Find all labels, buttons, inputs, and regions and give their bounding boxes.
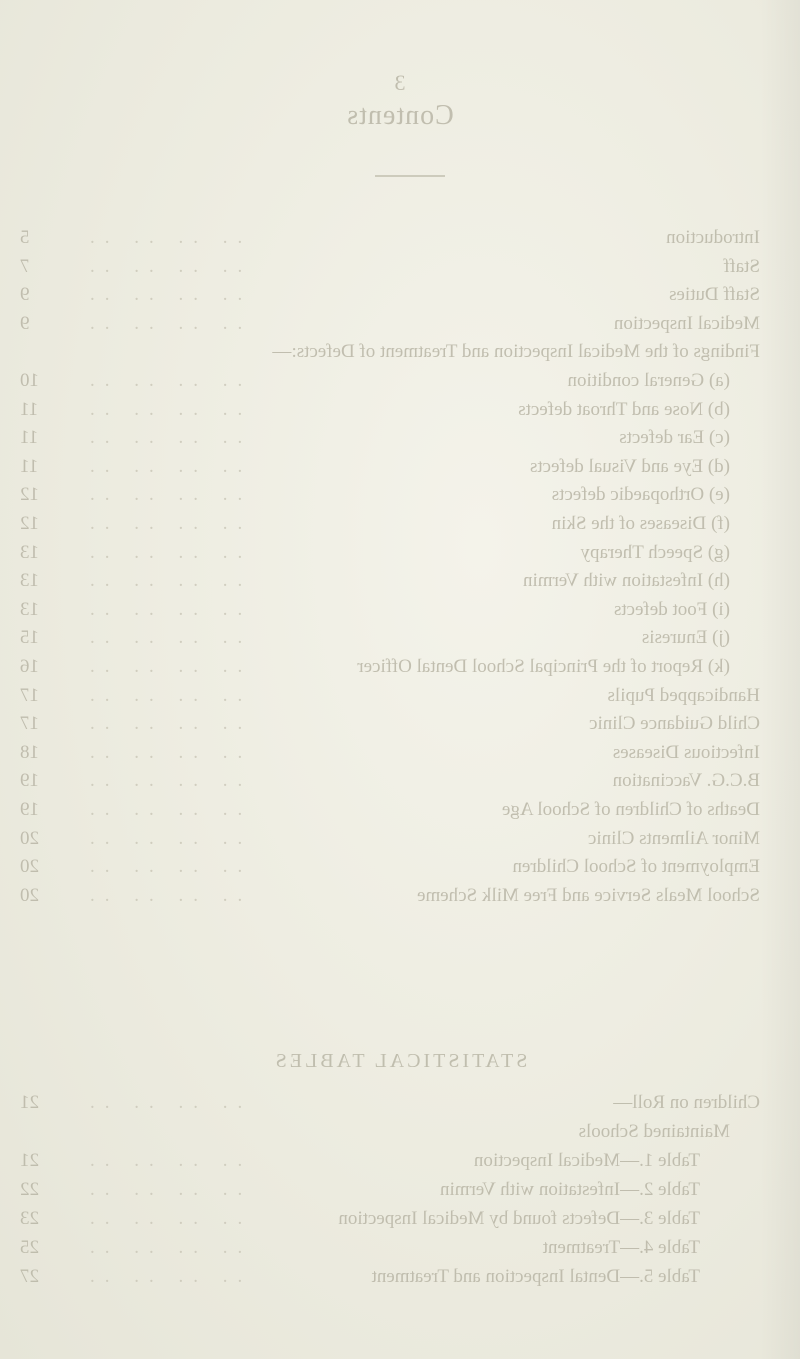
toc-page-number: 9: [20, 312, 30, 334]
toc-leader-dots: .. .. .. ..: [80, 741, 243, 763]
toc-row: [20, 854, 760, 880]
toc-leader-dots: .. .. .. ..: [80, 598, 243, 620]
toc-leader-dots: .. .. .. ..: [80, 312, 243, 334]
toc-row: [20, 1264, 760, 1290]
toc-row: [20, 797, 760, 823]
toc-leader-dots: .. .. .. ..: [80, 227, 243, 248]
toc-label: (g) Speech Therapy: [580, 541, 730, 563]
toc-label: Medical Inspection: [613, 312, 760, 334]
toc-label: (j) Enuresis: [641, 627, 730, 649]
toc-page-number: 16: [20, 656, 39, 677]
toc-page-number: 19: [20, 799, 39, 820]
toc-leader-dots: .. .. .. ..: [80, 884, 243, 906]
toc-row: [20, 597, 760, 623]
toc-page-number: 21: [20, 1092, 39, 1113]
toc-row: [20, 1177, 760, 1203]
toc-leader-dots: .. .. .. ..: [80, 1266, 243, 1287]
toc-leader-dots: .. .. .. ..: [80, 684, 243, 706]
toc-label: Child Guidance Clinic: [589, 713, 760, 735]
toc-label: Table 3.—Defects found by Medical Inspection: [338, 1208, 700, 1229]
toc-row: [20, 397, 760, 423]
toc-page-number: 22: [20, 1179, 39, 1200]
toc-row: [20, 740, 760, 766]
toc-row: [20, 1235, 760, 1261]
toc-label: (k) Report of the Principal School Dental Officer: [357, 656, 730, 677]
toc-leader-dots: .. .. .. ..: [80, 1150, 243, 1171]
toc-row: [20, 482, 760, 508]
toc-page-number: 17: [20, 684, 39, 706]
toc-page-number: 13: [20, 570, 39, 592]
toc-page-number: 20: [20, 884, 39, 906]
toc-row: [20, 311, 760, 337]
toc-page-number: 12: [20, 484, 39, 506]
toc-leader-dots: .. .. .. ..: [80, 455, 243, 477]
toc-page-number: 19: [20, 770, 39, 792]
toc-page-number: 7: [20, 255, 30, 277]
toc-leader-dots: .. .. .. ..: [80, 284, 243, 306]
toc-label: (c) Ear defects: [619, 427, 730, 449]
toc-page-number: 27: [20, 1266, 39, 1287]
toc-leader-dots: .. .. .. ..: [80, 427, 243, 449]
toc-row: [20, 826, 760, 852]
toc-row: [20, 254, 760, 280]
toc-page-number: 20: [20, 827, 39, 849]
toc-page-number: 10: [20, 370, 39, 391]
toc-label: Staff: [723, 255, 760, 277]
toc-row: [20, 225, 760, 251]
toc-label: B.C.G. Vaccination: [612, 770, 760, 792]
toc-page-number: 13: [20, 598, 39, 620]
toc-row: [20, 683, 760, 709]
toc-row: [20, 511, 760, 537]
toc-leader-dots: .. .. .. ..: [80, 398, 243, 420]
toc-leader-dots: .. .. .. ..: [80, 827, 243, 849]
toc-page-number: 12: [20, 513, 39, 534]
toc-page-number: 5: [20, 227, 30, 248]
toc-leader-dots: .. .. .. ..: [80, 370, 243, 391]
toc-label: (h) Infestation with Vermin: [522, 570, 730, 592]
toc-label: Children on Roll—: [613, 1092, 760, 1113]
toc-label: Staff Duties: [669, 284, 760, 306]
toc-page-number: 25: [20, 1237, 39, 1258]
toc-row: [20, 368, 760, 394]
toc-row: [20, 1206, 760, 1232]
toc-page-number: 20: [20, 856, 39, 878]
toc-page-number: 9: [20, 284, 30, 306]
toc-row: [20, 883, 760, 909]
page-fold-shadow: [760, 0, 800, 1359]
toc-row: [20, 1148, 760, 1174]
section-heading: STATISTICAL TABLES: [272, 1050, 528, 1072]
page-heading: Contents: [346, 100, 454, 131]
toc-label: (i) Foot defects: [613, 598, 730, 620]
toc-label: Table 1.—Medical Inspection: [473, 1150, 700, 1171]
toc-leader-dots: .. .. .. ..: [80, 570, 243, 592]
toc-leader-dots: .. .. .. ..: [80, 656, 243, 677]
toc-leader-dots: .. .. .. ..: [80, 1237, 243, 1258]
toc-label: Introduction: [666, 227, 760, 248]
toc-leader-dots: .. .. .. ..: [80, 627, 243, 649]
toc-page-number: 13: [20, 541, 39, 563]
toc-row: [20, 1119, 760, 1145]
toc-row: [20, 768, 760, 794]
toc-row: [20, 540, 760, 566]
toc-leader-dots: .. .. .. ..: [80, 799, 243, 820]
toc-page-number: 17: [20, 713, 39, 735]
toc-page-number: 18: [20, 741, 39, 763]
toc-leader-dots: .. .. .. ..: [80, 1092, 243, 1113]
toc-row: [20, 339, 760, 365]
toc-label: Table 2.—Infestation with Vermin: [439, 1179, 700, 1200]
toc-label: Handicapped Pupils: [607, 684, 760, 706]
toc-row: [20, 711, 760, 737]
toc-leader-dots: .. .. .. ..: [80, 1179, 243, 1200]
toc-row: [20, 282, 760, 308]
toc-page-number: 11: [20, 398, 39, 420]
toc-leader-dots: .. .. .. ..: [80, 713, 243, 735]
toc-row: [20, 654, 760, 680]
heading-rule: [375, 175, 445, 177]
toc-label: (b) Nose and Throat defects: [518, 398, 730, 420]
toc-label: School Meals Service and Free Milk Scheme: [417, 884, 760, 906]
toc-label: (d) Eye and Visual defects: [529, 455, 730, 477]
toc-label: (f) Diseases of the Skin: [551, 513, 730, 534]
toc-row: [20, 425, 760, 451]
toc-page-number: 21: [20, 1150, 39, 1171]
toc-label: Findings of the Medical Inspection and Treatment of Defects:—: [272, 341, 760, 363]
toc-page-number: 23: [20, 1208, 39, 1229]
toc-page-number: 11: [20, 427, 39, 449]
toc-label: Table 4.—Treatment: [542, 1237, 700, 1258]
toc-label: Infectious Diseases: [612, 741, 760, 763]
toc-leader-dots: .. .. .. ..: [80, 770, 243, 792]
toc-label: (a) General condition: [567, 370, 730, 391]
toc-row: [20, 454, 760, 480]
toc-page-number: 15: [20, 627, 39, 649]
toc-leader-dots: .. .. .. ..: [80, 1208, 243, 1229]
toc-leader-dots: .. .. .. ..: [80, 856, 243, 878]
toc-page-number: 11: [20, 455, 39, 477]
toc-label: (e) Orthopaedic defects: [551, 484, 730, 506]
page-number: 3: [394, 70, 406, 95]
toc-leader-dots: .. .. .. ..: [80, 513, 243, 534]
toc-label: Employment of School Children: [512, 856, 760, 878]
toc-label: Table 5.—Dental Inspection and Treatment: [371, 1266, 700, 1287]
toc-row: [20, 625, 760, 651]
toc-leader-dots: .. .. .. ..: [80, 255, 243, 277]
toc-row: [20, 568, 760, 594]
toc-label: Minor Ailments Clinic: [587, 827, 760, 849]
toc-row: [20, 1090, 760, 1116]
toc-label: Maintained Schools: [578, 1121, 730, 1142]
toc-leader-dots: .. .. .. ..: [80, 541, 243, 563]
toc-label: Deaths of Children of School Age: [501, 799, 760, 820]
toc-leader-dots: .. .. .. ..: [80, 484, 243, 506]
